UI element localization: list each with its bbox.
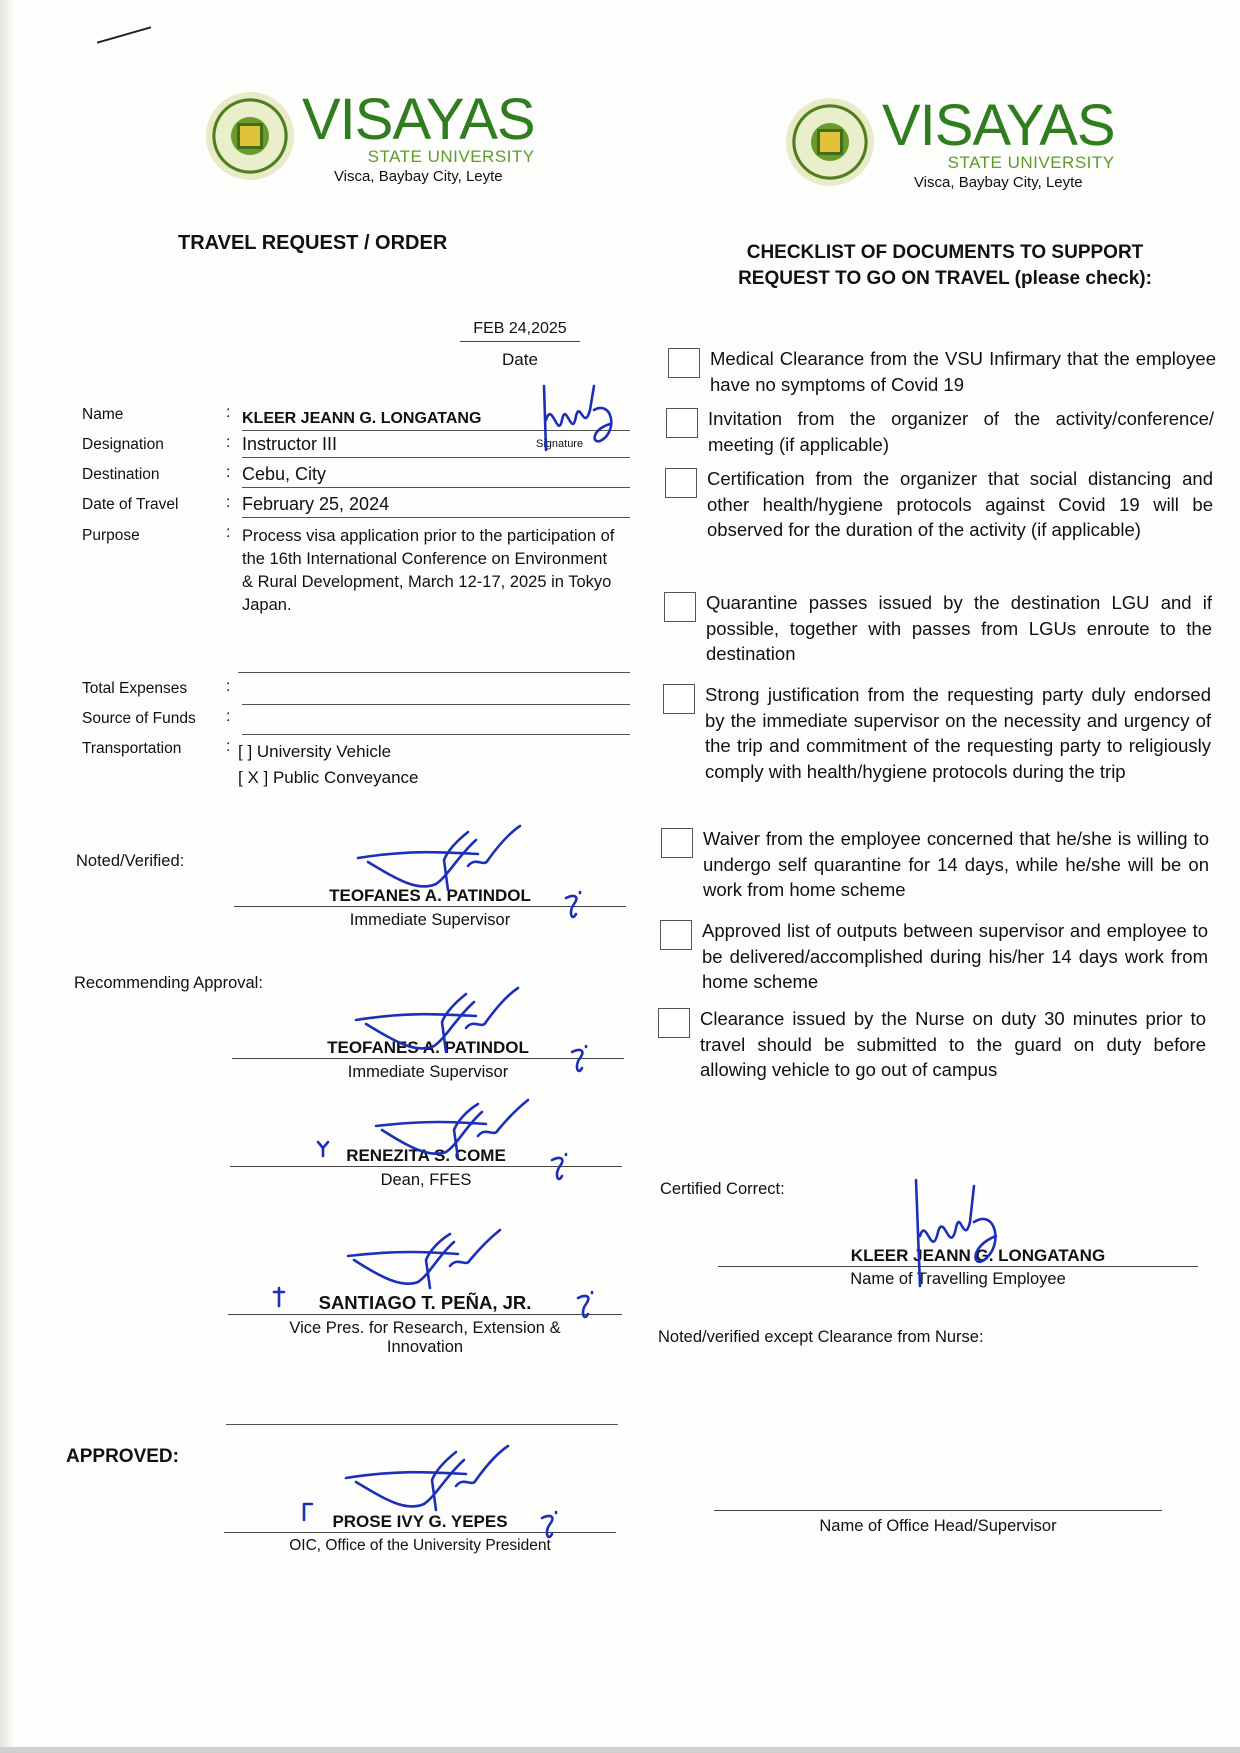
travel-request-title: TRAVEL REQUEST / ORDER xyxy=(178,232,448,254)
scan-bottom-edge xyxy=(0,1747,1240,1753)
scan-edge-shadow xyxy=(0,0,14,1753)
destination-label: Destination xyxy=(82,466,160,483)
approved-label: APPROVED: xyxy=(66,1446,179,1467)
checklist-item[interactable] xyxy=(664,590,1212,667)
letterhead-left xyxy=(206,87,535,185)
signature-line xyxy=(232,1058,624,1059)
total-expenses-value xyxy=(242,682,630,705)
signatory-noted xyxy=(234,886,626,930)
signature-line xyxy=(718,1266,1198,1267)
purpose-colon: : xyxy=(226,524,231,541)
signatory-name: PROSE IVY G. YEPES xyxy=(332,1512,508,1531)
signatory-dean xyxy=(230,1146,622,1190)
signature-line xyxy=(234,906,626,907)
checklist-item-text: Waiver from the employee concerned that he/she is willing to undergo self quarantine for 14 days, while he/she will be on work from home scheme xyxy=(703,828,1209,900)
checklist-item-text: Quarantine passes issued by the destination LGU and if possible, together with passes from LGUs enroute to the destination xyxy=(706,592,1212,664)
checklist-item[interactable] xyxy=(665,466,1213,543)
signature-label: Signature xyxy=(536,438,584,450)
date-of-travel-value: February 25, 2024 xyxy=(242,494,630,518)
checklist-item-text: Invitation from the organizer of the activity/conference/ meeting (if applicable) xyxy=(708,408,1214,455)
university-address: Visca, Baybay City, Leyte xyxy=(913,174,1083,191)
signatory-role: OIC, Office of the University President xyxy=(289,1537,551,1554)
university-name: VISAYAS xyxy=(302,87,535,152)
signature-line xyxy=(714,1510,1162,1511)
request-date-value: FEB 24,2025 xyxy=(460,320,580,342)
checkbox[interactable] xyxy=(663,684,695,714)
designation-label: Designation xyxy=(82,436,164,453)
purpose-label: Purpose xyxy=(82,527,140,544)
checkbox[interactable] xyxy=(658,1008,690,1038)
checkbox[interactable] xyxy=(666,408,698,438)
office-head-block xyxy=(714,1510,1162,1536)
signatory-role: Immediate Supervisor xyxy=(347,1063,509,1081)
destination-value: Cebu, City xyxy=(242,464,630,488)
checkbox[interactable] xyxy=(665,468,697,498)
transportation-label: Transportation xyxy=(82,740,182,757)
pena-signature-ink xyxy=(338,1226,508,1296)
checkbox[interactable] xyxy=(660,920,692,950)
checklist-item[interactable] xyxy=(661,826,1209,903)
university-seal-icon xyxy=(786,98,874,186)
transportation-colon: : xyxy=(226,738,231,755)
traveling-employee-name: KLEER JEANN G. LONGATANG xyxy=(850,1246,1106,1265)
checklist-item[interactable] xyxy=(658,1006,1206,1083)
university-name: VISAYAS xyxy=(882,93,1115,158)
signatory-approver xyxy=(224,1512,616,1555)
signatory-role: Immediate Supervisor xyxy=(349,911,511,929)
checkbox[interactable] xyxy=(668,348,700,378)
university-subtitle: STATE UNIVERSITY xyxy=(947,153,1115,172)
university-seal-icon xyxy=(206,92,294,180)
date-of-travel-label: Date of Travel xyxy=(82,496,179,513)
signature-line xyxy=(228,1314,622,1315)
office-head-caption: Name of Office Head/Supervisor xyxy=(819,1517,1057,1535)
noted-verified-label: Noted/Verified: xyxy=(76,852,185,870)
traveling-employee-block xyxy=(718,1246,1198,1289)
pen-mark xyxy=(97,26,151,43)
checklist-item-text: Certification from the organizer that social distancing and other health/hygiene protocols against Covid 19 will be observed for the duration of the activity (if applicable) xyxy=(707,468,1213,540)
signature-line xyxy=(224,1532,616,1533)
transport-checkbox[interactable]: [ ] xyxy=(238,742,253,761)
signatory-role: Vice Pres. for Research, Extension & Innovation xyxy=(289,1319,561,1356)
certified-correct-label: Certified Correct: xyxy=(660,1180,785,1198)
destination-colon: : xyxy=(226,464,231,481)
checklist-item[interactable] xyxy=(666,406,1214,457)
checklist-item[interactable] xyxy=(663,682,1211,784)
checklist-item-text: Clearance issued by the Nurse on duty 30 minutes prior to travel should be submitted to the guard on duty before allowing vehicle to go out of campus xyxy=(700,1008,1206,1080)
transport-checkbox[interactable]: [ X ] xyxy=(238,768,269,787)
traveling-employee-caption: Name of Travelling Employee xyxy=(850,1270,1066,1288)
signatory-name: SANTIAGO T. PEÑA, JR. xyxy=(318,1292,532,1313)
signatory-name: RENEZITA S. COME xyxy=(346,1146,506,1165)
signatory-name: TEOFANES A. PATINDOL xyxy=(327,1038,529,1057)
transport-option-public-conveyance[interactable] xyxy=(238,768,419,788)
designation-colon: : xyxy=(226,434,231,451)
checklist-title xyxy=(700,240,1190,292)
wordmark xyxy=(882,93,1115,191)
wordmark xyxy=(302,87,535,185)
yepes-signature-ink xyxy=(336,1440,516,1520)
checklist-title-line2: REQUEST TO GO ON TRAVEL (please check): xyxy=(738,268,1152,289)
signatory-vp xyxy=(228,1292,622,1357)
letterhead-right xyxy=(786,93,1115,191)
transport-option-label: University Vehicle xyxy=(256,742,392,761)
checklist-item-text: Strong justification from the requesting party duly endorsed by the immediate supervisor on the necessity and urgency of the trip and commitment of the requesting party to religiously comply with health/hygiene protocols during the trip xyxy=(705,684,1211,782)
request-date-label: Date xyxy=(502,350,538,369)
signature-line xyxy=(230,1166,622,1167)
purpose-value: Process visa application prior to the participation of the 16th International Conference on Environment & Rural Development, March 12-17, 2025 in Tokyo Japan. xyxy=(242,527,615,614)
recommending-approval-label: Recommending Approval: xyxy=(74,974,263,992)
checklist-item[interactable] xyxy=(668,346,1216,397)
blank-signature-line xyxy=(226,1424,618,1425)
checklist-item[interactable] xyxy=(660,918,1208,995)
noted-except-label: Noted/verified except Clearance from Nurse: xyxy=(658,1328,984,1346)
transport-option-university-vehicle[interactable] xyxy=(238,742,391,762)
total-expenses-label: Total Expenses xyxy=(82,680,188,697)
checkbox[interactable] xyxy=(664,592,696,622)
name-label: Name xyxy=(82,406,124,423)
transport-option-label: Public Conveyance xyxy=(272,768,419,787)
name-value: KLEER JEANN G. LONGATANG xyxy=(242,410,630,431)
checkbox[interactable] xyxy=(661,828,693,858)
name-colon: : xyxy=(226,404,231,421)
signatory-name: TEOFANES A. PATINDOL xyxy=(329,886,531,905)
checklist-title-line1: CHECKLIST OF DOCUMENTS TO SUPPORT xyxy=(746,242,1144,263)
source-of-funds-colon: : xyxy=(226,708,231,725)
date-of-travel-colon: : xyxy=(226,494,231,511)
designation-value: Instructor III xyxy=(242,434,630,458)
checklist-item-text: Approved list of outputs between supervisor and employee to be delivered/accomplished during his/her 14 days work from home scheme xyxy=(702,920,1208,992)
source-of-funds-label: Source of Funds xyxy=(82,710,196,727)
total-expenses-colon: : xyxy=(226,678,231,695)
checklist-item-text: Medical Clearance from the VSU Infirmary that the employee have no symptoms of Covid 19 xyxy=(710,348,1216,395)
source-of-funds-value xyxy=(242,712,630,735)
university-address: Visca, Baybay City, Leyte xyxy=(333,168,503,185)
signatory-role: Dean, FFES xyxy=(380,1171,472,1189)
university-subtitle: STATE UNIVERSITY xyxy=(367,147,535,166)
signatory-recommending xyxy=(232,1038,624,1082)
purpose-end-line xyxy=(238,672,630,673)
